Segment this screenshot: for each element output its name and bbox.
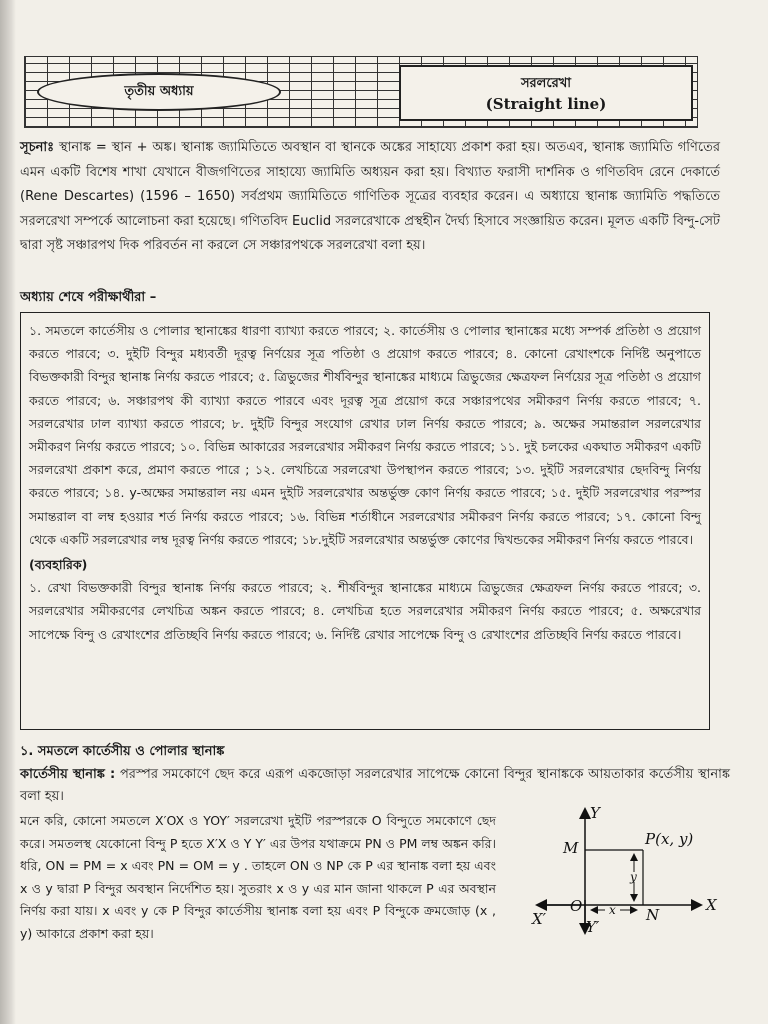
y-prime-label: Y′ — [586, 918, 600, 936]
practical-label: (ব্যবহারিক) — [29, 557, 88, 573]
intro-label: সূচনাঃ — [20, 140, 55, 155]
chapter-title-box — [399, 65, 693, 121]
objectives-heading: অধ্যায় শেষে পরীক্ষার্থীরা – — [20, 290, 157, 305]
objectives-box — [20, 312, 710, 730]
cartesian-diagram — [510, 800, 740, 950]
section-heading: ১. সমতলে কার্তেসীয় ও পোলার স্থানাঙ্ক — [20, 744, 225, 759]
explanation-paragraph: মনে করি, কোনো সমতলে X′OX ও YOY′ সরলরেখা দুইটি পরস্পরকে O বিন্দুতে সমকোণে ছেদ করে। সমতলস্থ যেকোনো বিন্দু P হতে X′X ও Y Y′ এর উপর যথাক্রমে PN ও PM লম্ব অঙ্কন করি। ধরি, ON = PM = x এবং PN = OM = y . তাহলে ON ও NP কে P এর স্থানাঙ্ক বলা হয় এবং x ও y দ্বারা P বিন্দুর অবস্থান নির্দেশিত হয়। সুতরাং x ও y এর মান জানা থাকলে P এর অবস্থান নির্ণয় করা যায়। x এবং y কে P বিন্দুর কার্তেসীয় স্থানাঙ্ক বলা হয় এবং P বিন্দুকে ক্রমজোড় (x , y) আকারে প্রকাশ করা হয়। — [20, 813, 496, 941]
objectives-list: ১. সমতলে কার্তেসীয় ও পোলার স্থানাঙ্কের ধারণা ব্যাখ্যা করতে পারবে; ২. কার্তেসীয় ও পোলার স্থানাঙ্কের মধ্যে সম্পর্ক প্রতিষ্ঠা ও প্রয়োগ করতে পারবে; ৩. দুইটি বিন্দুর মধ্যবর্তী দূরত্ব নির্ণয়ের সূত্র পতিষ্ঠা ও প্রয়োগ করতে পারবে; ৪. কোনো রেখাংশকে নির্দিষ্ট অনুপাতে বিভক্তকারী বিন্দুর স্থানাঙ্ক নির্ণয় করতে পারবে; ৫. ত্রিভুজের শীর্ষবিন্দুর স্থানাঙ্কের মাধ্যমে ত্রিভুজের ক্ষেত্রফল নির্ণয়ের সূত্র পতিষ্ঠা ও প্রয়োগ করতে পারবে; ৬. সঞ্চারপথ কী ব্যাখ্যা করতে পারবে এবং দূরত্ব সূত্র প্রয়োগ করে সঞ্চারপথের সমীকরণ নির্ণয় করতে পারবে; ৭. সরলরেখার ঢাল ব্যাখ্যা করতে পারবে; ৮. দুইটি বিন্দুর সংযোগ রেখার ঢাল নির্ণয় করতে পারবে; ৯. অক্ষের সমান্তরাল সরলরেখার সমীকরণ নির্ণয় করতে পারবে; ১০. বিভিন্ন আকারের সরলরেখার সমীকরণ নির্ণয় করতে পারবে; ১১. দুই চলকের একঘাত সমীকরণ একটি সরলরেখা প্রকাশ করে, প্রমাণ করতে পারে ; ১২. লেখচিত্রে সরলরেখা উপস্থাপন করতে পারবে; ১৩. দুইটি সরলরেখার ছেদবিন্দু নির্ণয় করতে পারবে; ১৪. y-অক্ষের সমান্তরাল নয় এমন দুইটি সরলরেখার অন্তর্ভুক্ত কোণ নির্ণয় করতে পারবে; ১৫. দুইটি সরলরেখার পরস্পর সমান্তরাল বা লম্ব হওয়ার শর্ত নির্ণয় করতে পারবে; ১৬. বিভিন্ন শর্তাধীনে সরলরেখার সমীকরণ নির্ণয় করতে পারবে; ১৭. কোনো বিন্দু থেকে একটি সরলরেখার লম্ব দূরত্ব নির্ণয় করতে পারবে; ১৮.দুইটি সরলরেখার অন্তর্ভুক্ত কোণের দ্বিখন্ডকের সমীকরণ নির্ণয় করতে পারবে। — [29, 323, 701, 547]
y-dimension-label: y — [630, 870, 637, 884]
y-axis-label: Y — [590, 804, 600, 822]
chapter-banner — [24, 56, 698, 128]
practical-list: ১. রেখা বিভক্তকারী বিন্দুর স্থানাঙ্ক নির্ণয় করতে পারবে; ২. শীর্ষবিন্দুর স্থানাঙ্কের মাধ্যমে ত্রিভুজের ক্ষেত্রফল নির্ণয় করতে পারবে; ৩. সরলরেখার সমীকরণের লেখচিত্র অঙ্কন করতে পারবে; ৪. লেখচিত্র হতে সরলরেখার সমীকরণ নির্ণয় করতে পারবে; ৫. অক্ষরেখার সাপেক্ষে বিন্দু ও রেখাংশের প্রতিচ্ছবি নির্ণয় করতে পারবে; ৬. নির্দিষ্ট রেখার সাপেক্ষে বিন্দু ও রেখাংশের প্রতিচ্ছবি নির্ণয় করতে পারবে। — [29, 580, 701, 642]
n-label: N — [646, 906, 660, 924]
chapter-label: তৃতীয় অধ্যায় — [37, 73, 281, 111]
m-label: M — [563, 839, 579, 857]
definition-label: কার্তেসীয় স্থানাঙ্ক : — [20, 767, 116, 782]
intro-paragraph — [20, 136, 720, 259]
p-label: P(x, y) — [645, 830, 694, 848]
x-dimension-label: x — [609, 903, 616, 917]
origin-label: O — [570, 897, 583, 915]
chapter-title-english: (Straight line) — [485, 94, 607, 113]
page — [20, 0, 750, 1024]
intro-text: স্থানাঙ্ক = স্থান + অঙ্ক। স্থানাঙ্ক জ্যামিতিতে অবস্থান বা স্থানকে অঙ্কের সাহায্যে প্রকাশ করা হয়। অতএব, স্থানাঙ্ক জ্যামিতি গণিতের এমন একটি বিশেষ শাখা যেখানে বীজগণিতের সাহায্যে জ্যামিতি অধ্যয়ন করা হয়। বিখ্যাত ফরাসী দার্শনিক ও গণিতবিদ রেনে দেকার্তে (Rene Descartes) (1596 – 1650) সর্বপ্রথম জ্যামিতিতে গাণিতিক সূত্রের ব্যবহার করেন। এ অধ্যায়ে স্থানাঙ্ক জ্যামিতি পদ্ধতিতে সরলরেখা সম্পর্কে আলোচনা করা হয়েছে। গণিতবিদ Euclid সরলরেখাকে প্রস্থহীন দৈর্ঘ্য হিসাবে সংজ্ঞায়িত করেন। মূলত একটি বিন্দু-সেট দ্বারা সৃষ্ট সঞ্চারপথ দিক পরিবর্তন না করলে সে সঞ্চারপথকে সরলরেখা বলা হয়। — [20, 140, 720, 254]
book-binding-shadow — [0, 0, 16, 1024]
x-prime-label: X′ — [532, 910, 547, 928]
definition-text: পরস্পর সমকোণে ছেদ করে এরূপ একজোড়া সরলরেখার সাপেক্ষে কোনো বিন্দুর স্থানাঙ্ককে আয়তাকার কর্তেসীয় স্থানাঙ্ক বলা হয়। — [20, 767, 730, 804]
x-axis-label: X — [706, 896, 717, 914]
chapter-title-bengali: সরলরেখা — [520, 75, 572, 91]
